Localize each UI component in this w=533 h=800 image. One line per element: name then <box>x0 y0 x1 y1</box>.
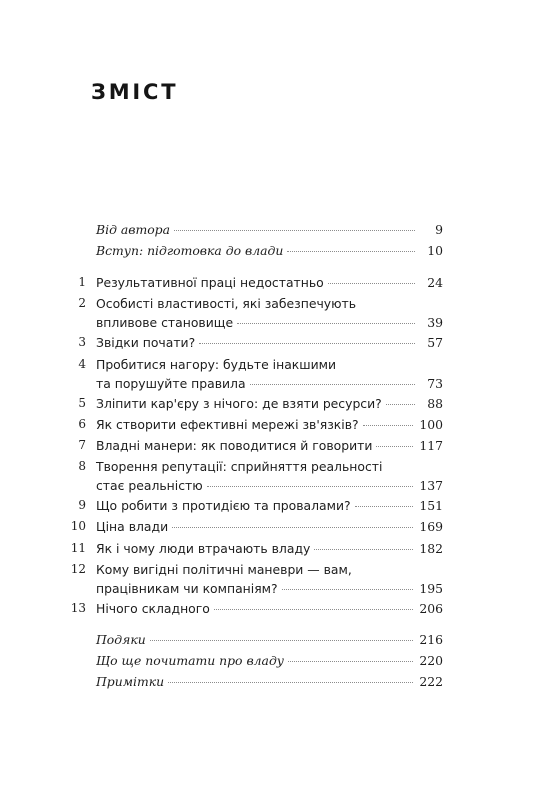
dot-leader <box>328 282 415 284</box>
entry-row <box>96 517 443 536</box>
chapter-number: 6 <box>78 417 86 431</box>
page-number: 195 <box>419 581 443 596</box>
entry-body <box>96 560 443 598</box>
entry-row <box>96 579 443 598</box>
entry-title-line: Вступ: підготовка до влади <box>96 243 284 258</box>
page-number: 57 <box>427 335 443 350</box>
entry-row <box>96 436 443 455</box>
page-number: 206 <box>419 601 443 616</box>
dot-leader <box>150 639 414 641</box>
entry-title-line: Що робити з протидією та провалами? <box>96 498 351 513</box>
entry-title-line: Особисті властивості, які забезпечують <box>96 296 357 311</box>
page-number: 117 <box>419 438 443 453</box>
entry-title-line: Як і чому люди втрачають владу <box>96 541 311 556</box>
dot-leader <box>376 445 413 447</box>
entry-title-line: та порушуйте правила <box>96 376 246 391</box>
entry-row <box>96 220 443 239</box>
entry-title-line: Як створити ефективні мережі зв'язків? <box>96 417 359 432</box>
page-number: 151 <box>419 498 443 513</box>
page-number: 220 <box>419 653 443 668</box>
entry-body <box>96 294 443 332</box>
entry-row <box>96 651 443 670</box>
dot-leader <box>355 505 414 507</box>
dot-leader <box>287 250 415 252</box>
entry-title-line: Результативної праці недостатньо <box>96 275 324 290</box>
entry-body <box>96 651 443 670</box>
page-number: 182 <box>419 541 443 556</box>
page-title: ЗМІСТ <box>91 80 179 104</box>
dot-leader <box>172 526 413 528</box>
entry-row <box>96 415 443 434</box>
dot-leader <box>250 383 415 385</box>
entry-title-line: Пробитися нагору: будьте інакшими <box>96 357 337 372</box>
chapter-number: 5 <box>78 396 86 410</box>
entry-body <box>96 496 443 515</box>
entry-row <box>96 374 443 393</box>
entry-row <box>96 333 443 352</box>
page-number: 137 <box>419 478 443 493</box>
entry-row <box>96 313 443 332</box>
entry-row <box>96 672 443 691</box>
page-number: 73 <box>427 376 443 391</box>
page-number: 88 <box>427 396 443 411</box>
entry-body <box>96 539 443 558</box>
chapter-number: 13 <box>70 601 86 615</box>
entry-body <box>96 436 443 455</box>
dot-leader <box>282 588 414 590</box>
entry-title-line: впливове становище <box>96 315 234 330</box>
dot-leader <box>386 403 415 405</box>
page-number: 10 <box>427 243 443 258</box>
dot-leader <box>168 681 413 683</box>
entry-body <box>96 273 443 292</box>
entry-row <box>96 241 443 260</box>
entry-row <box>96 496 443 515</box>
entry-title-line: Творення репутації: сприйняття реальності <box>96 459 383 474</box>
entry-title-line: стає реальністю <box>96 478 203 493</box>
entry-body <box>96 394 443 413</box>
entry-body <box>96 630 443 649</box>
entry-title-line: працівникам чи компаніям? <box>96 581 278 596</box>
dot-leader <box>214 608 414 610</box>
entry-title-line: Звідки почати? <box>96 335 196 350</box>
page-number: 39 <box>427 315 443 330</box>
entry-title-line: Примітки <box>96 674 165 689</box>
entry-body <box>96 333 443 352</box>
entry-row <box>96 539 443 558</box>
chapter-number: 1 <box>78 275 86 289</box>
entry-title-line: Кому вигідні політичні маневри — вам, <box>96 562 352 577</box>
chapter-number: 8 <box>78 459 86 473</box>
dot-leader <box>288 660 413 662</box>
chapter-number: 2 <box>78 296 86 310</box>
entry-title-line: Що ще почитати про владу <box>96 653 284 668</box>
dot-leader <box>363 424 414 426</box>
entry-body <box>96 517 443 536</box>
entry-body <box>96 220 443 239</box>
page-number: 216 <box>419 632 443 647</box>
chapter-number: 7 <box>78 438 86 452</box>
dot-leader <box>174 229 415 231</box>
entry-title-line: Зліпити кар'єру з нічого: де взяти ресурси? <box>96 396 382 411</box>
page-number: 100 <box>419 417 443 432</box>
entry-row <box>96 630 443 649</box>
page-number: 9 <box>435 222 443 237</box>
dot-leader <box>237 322 415 324</box>
entry-row <box>96 599 443 618</box>
entry-body <box>96 415 443 434</box>
chapter-number: 11 <box>70 541 86 555</box>
dot-leader <box>199 342 415 344</box>
entry-title-line: Від автора <box>96 222 170 237</box>
chapter-number: 4 <box>78 357 86 371</box>
page-number: 222 <box>419 674 443 689</box>
entry-body <box>96 355 443 393</box>
dot-leader <box>314 548 413 550</box>
chapter-number: 10 <box>70 519 86 533</box>
entry-title-line: Подяки <box>96 632 146 647</box>
page-number: 169 <box>419 519 443 534</box>
dot-leader <box>207 485 414 487</box>
entry-row <box>96 476 443 495</box>
entry-row <box>96 273 443 292</box>
entry-title-line: Ціна влади <box>96 519 169 534</box>
chapter-number: 9 <box>78 498 86 512</box>
entry-body <box>96 241 443 260</box>
entry-body <box>96 672 443 691</box>
entry-body <box>96 457 443 495</box>
chapter-number: 12 <box>70 562 86 576</box>
entry-row <box>96 394 443 413</box>
chapter-number: 3 <box>78 335 86 349</box>
entry-title-line: Нічого складного <box>96 601 210 616</box>
page-number: 24 <box>427 275 443 290</box>
entry-body <box>96 599 443 618</box>
entry-title-line: Владні манери: як поводитися й говорити <box>96 438 373 453</box>
